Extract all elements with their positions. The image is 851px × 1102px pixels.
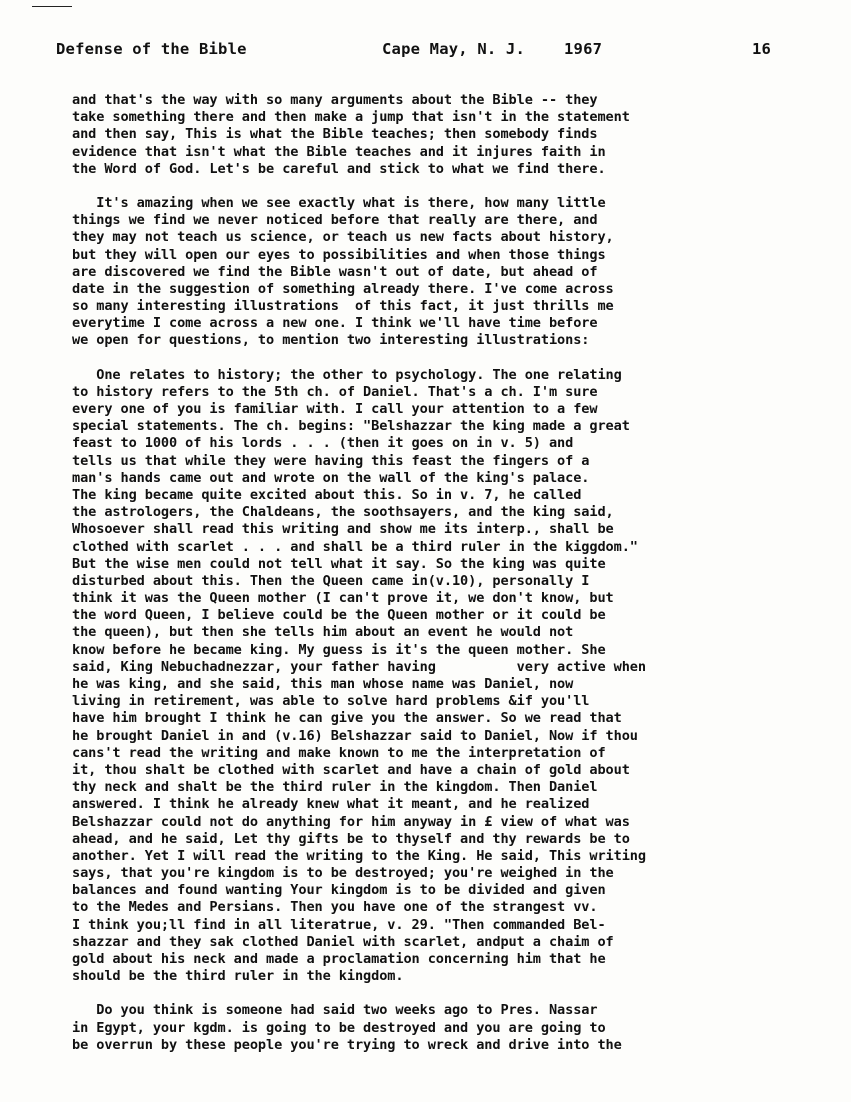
text-line: the word Queen, I believe could be the Queen mother or it could be — [72, 607, 606, 624]
text-line: have him brought I think he can give you the answer. So we read that — [72, 710, 622, 727]
text-line: the queen), but then she tells him about an event he would not — [72, 624, 574, 641]
text-line: special statements. The ch. begins: "Belshazzar the king made a great — [72, 418, 630, 435]
document-place: Cape May, N. J. — [382, 40, 525, 58]
text-line: he brought Daniel in and (v.16) Belshazzar said to Daniel, Now if thou — [72, 727, 638, 744]
text-line: he was king, and she said, this man whose name was Daniel, now — [72, 676, 574, 692]
text-line: be overrun by these people you're trying to wreck and drive into the — [72, 1036, 622, 1053]
text-line: feast to 1000 of his lords . . . (then it goes on in v. 5) and — [72, 435, 574, 452]
text-line: One relates to history; the other to psychology. The one relating — [72, 366, 622, 383]
paragraph — [72, 92, 790, 178]
text-line: another. Yet I will read the writing to the King. He said, This writing — [72, 847, 646, 864]
text-line: clothed with scarlet . . . and shall be a third ruler in the kiggdom." — [72, 538, 638, 555]
page-header — [56, 40, 786, 64]
text-line: know before he became king. My guess is it's the queen mother. She — [72, 641, 606, 658]
text-line: shazzar and they sak clothed Daniel with scarlet, andput a chaim of — [72, 933, 614, 950]
text-line: should be the third ruler in the kingdom. — [72, 968, 404, 985]
text-line: things we find we never noticed before that really are there, and — [72, 212, 598, 229]
scan-mark — [32, 6, 72, 7]
document-title: Defense of the Bible — [56, 40, 247, 58]
text-line: in Egypt, your kgdm. is going to be destroyed and you are going to — [72, 1019, 606, 1036]
text-line: everytime I come across a new one. I think we'll have time before — [72, 315, 598, 332]
text-line: think it was the Queen mother (I can't prove it, we don't know, but — [72, 590, 614, 607]
document-year: 1967 — [564, 40, 603, 58]
text-line: are discovered we find the Bible wasn't out of date, but ahead of — [72, 263, 598, 280]
text-line: to the Medes and Persians. Then you have one of the strangest vv. — [72, 899, 598, 916]
text-line: cans't read the writing and make known to me the interpretation of — [72, 744, 606, 761]
text-line: I think you;ll find in all literatrue, v. 29. "Then commanded Bel- — [72, 916, 606, 933]
text-line: the Word of God. Let's be careful and stick to what we find there. — [72, 160, 606, 177]
text-line: and then say, This is what the Bible teaches; then somebody finds — [72, 126, 598, 143]
text-line: man's hands came out and wrote on the wall of the king's palace. — [72, 469, 590, 486]
text-line: but they will open our eyes to possibilities and when those things — [72, 246, 606, 263]
text-line: Do you think is someone had said two weeks ago to Pres. Nassar — [72, 1002, 598, 1019]
text-line: living in retirement, was able to solve hard problems &if you'll — [72, 693, 590, 710]
body-text — [72, 92, 790, 1054]
text-line: it, thou shalt be clothed with scarlet and have a chain of gold about — [72, 761, 630, 778]
text-line: But the wise men could not tell what it say. So the king was quite — [72, 555, 606, 572]
text-line: to history refers to the 5th ch. of Daniel. That's a ch. I'm sure — [72, 383, 598, 400]
text-line: ahead, and he said, Let thy gifts be to thyself and thy rewards be to — [72, 830, 630, 847]
text-line: balances and found wanting Your kingdom is to be divided and given — [72, 882, 606, 899]
text-line: The king became quite excited about this. So in v. 7, he called — [72, 486, 582, 503]
paragraph — [72, 1002, 790, 1054]
text-line: the astrologers, the Chaldeans, the soothsayers, and the king said, — [72, 504, 614, 521]
text-line: Belshazzar could not do anything for him anyway in £ view of what was — [72, 813, 630, 830]
text-line: It's amazing when we see exactly what is there, how many little — [72, 194, 606, 211]
text-line: every one of you is familiar with. I call your attention to a few — [72, 401, 598, 417]
text-line: gold about his neck and made a proclamation concerning him that he — [72, 951, 606, 967]
text-line: we open for questions, to mention two interesting illustrations: — [72, 332, 590, 349]
text-line: said, King Nebuchadnezzar, your father having very active when — [72, 658, 646, 675]
text-line: they may not teach us science, or teach us new facts about history, — [72, 229, 614, 246]
text-line: thy neck and shalt be the third ruler in the kingdom. Then Daniel — [72, 779, 598, 796]
paragraph — [72, 367, 790, 986]
page-number: 16 — [752, 40, 772, 58]
text-line: answered. I think he already knew what it meant, and he realized — [72, 796, 590, 813]
text-line: evidence that isn't what the Bible teaches and it injures faith in — [72, 143, 606, 160]
paragraph — [72, 195, 790, 350]
text-line: take something there and then make a jump that isn't in the statement — [72, 109, 630, 126]
text-line: disturbed about this. Then the Queen came in(v.10), personally I — [72, 572, 590, 589]
text-line: says, that you're kingdom is to be destroyed; you're weighed in the — [72, 865, 614, 882]
text-line: and that's the way with so many arguments about the Bible -- they — [72, 92, 598, 108]
text-line: Whosoever shall read this writing and show me its interp., shall be — [72, 521, 614, 538]
text-line: date in the suggestion of something already there. I've come across — [72, 280, 614, 297]
text-line: so many interesting illustrations of this fact, it just thrills me — [72, 298, 614, 315]
text-line: tells us that while they were having this feast the fingers of a — [72, 452, 590, 469]
